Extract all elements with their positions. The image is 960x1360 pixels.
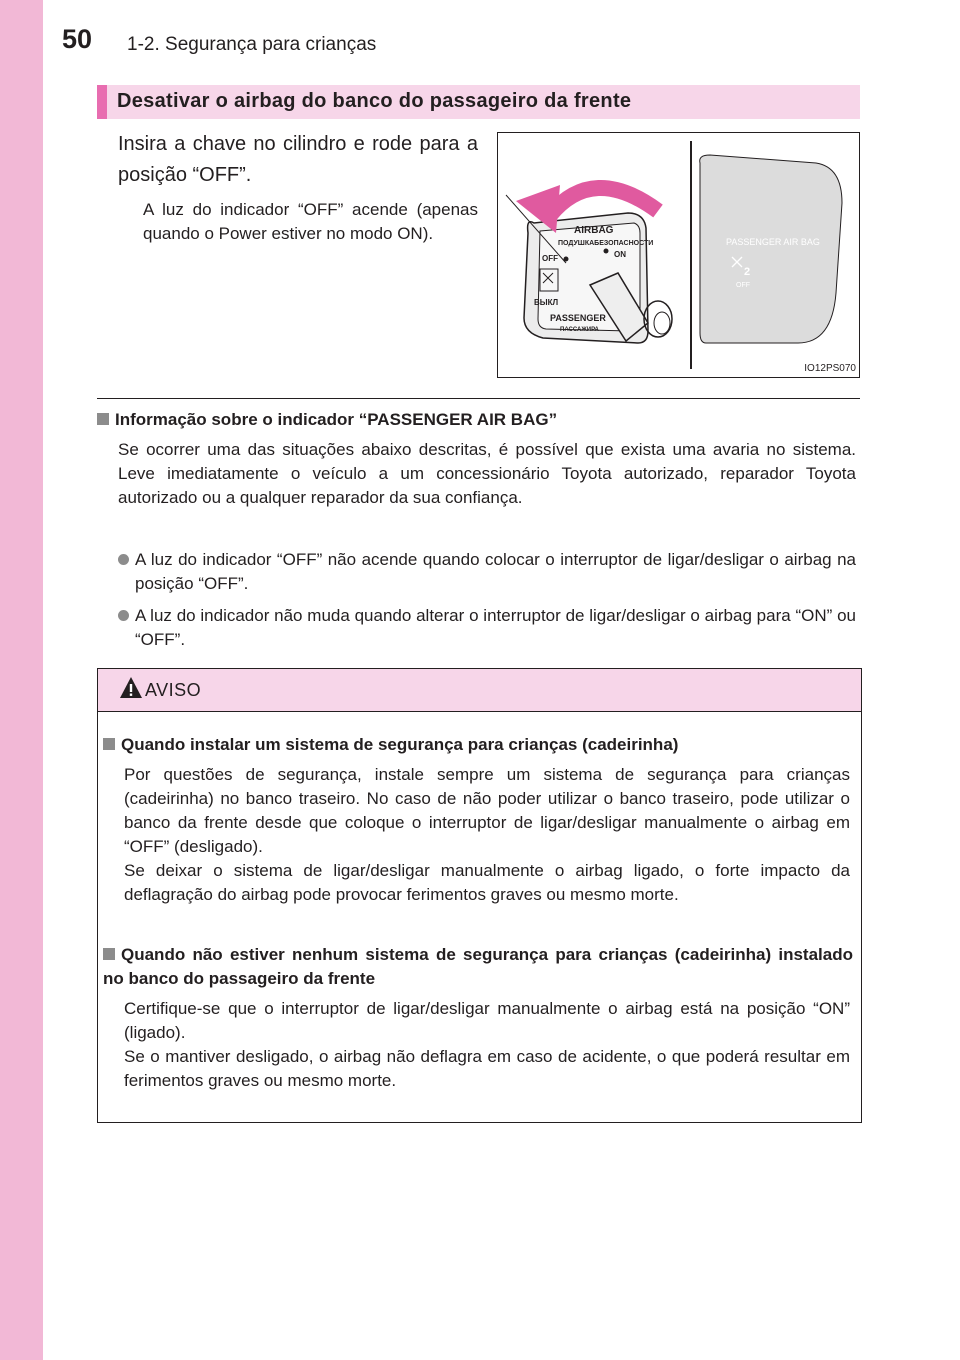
warning-paragraph: Se deixar o sistema de ligar/desligar manualmente o airbag ligado, o forte impacto da deflagração do airbag pode provocar ferimentos graves ou mesmo morte.	[124, 861, 850, 904]
warning-item-heading	[103, 943, 853, 991]
warning-paragraph: Certifique-se que o interruptor de ligar/desligar manualmente o airbag está na posição “ON” (ligado).	[124, 999, 850, 1042]
on-dot	[604, 249, 609, 254]
switch-label-passenger: PASSENGER	[550, 313, 606, 323]
info-heading-text: Informação sobre o indicador “PASSENGER AIR BAG”	[115, 410, 558, 429]
switch-label-off-ru: ВЫКЛ	[534, 298, 559, 307]
running-head: 1-2. Segurança para crianças	[127, 34, 377, 55]
indicator-title: PASSENGER AIR BAG	[726, 237, 820, 247]
step-note: A luz do indicador “OFF” acende (apenas quando o Power estiver no modo ON).	[143, 200, 478, 243]
warning-triangle-icon	[119, 676, 143, 700]
illustration-drawing	[498, 133, 859, 377]
indicator-panel	[700, 155, 842, 343]
info-intro: Se ocorrer uma das situações abaixo descritas, é possível que exista uma avaria no sistema. Leve imediatamente o veículo a um concessionário Toyota autorizado, reparador Toyota autorizado ou a qualquer reparador da sua confiança.	[118, 440, 856, 507]
section-header	[97, 85, 860, 119]
svg-text:2: 2	[744, 266, 751, 278]
warning-paragraph: Se o mantiver desligado, o airbag não deflagra em caso de acidente, o que poderá resultar em ferimentos graves ou mesmo morte.	[124, 1047, 850, 1090]
section-title: Desativar o airbag do banco do passageiro da frente	[117, 90, 632, 112]
page-edge-tab	[0, 0, 43, 1360]
page-number: 50	[62, 24, 93, 54]
switch-label-on: ON	[614, 250, 626, 259]
info-heading	[97, 410, 557, 430]
bullet-dot-icon	[118, 610, 129, 621]
switch-label-off: OFF	[542, 254, 558, 263]
switch-label-airbag: AIRBAG	[574, 225, 614, 236]
step-instruction: Insira a chave no cilindro e rode para a posição “OFF”.	[118, 133, 478, 186]
square-bullet-icon	[103, 738, 115, 750]
warning-item-heading-text: Quando instalar um sistema de segurança para crianças (cadeirinha)	[121, 735, 679, 754]
warning-item-body	[124, 763, 850, 907]
figure-code: IO12PS070	[804, 363, 856, 374]
off-dot	[564, 257, 569, 262]
warning-box	[97, 668, 862, 1123]
warning-header	[98, 669, 861, 712]
airbag-switch-illustration	[497, 132, 860, 378]
section-divider	[97, 398, 860, 399]
indicator-off-label: OFF	[736, 282, 750, 289]
warning-title: AVISO	[145, 680, 202, 700]
switch-label-passenger-ru: ПАССАЖИРА	[560, 327, 599, 333]
square-bullet-icon	[103, 948, 115, 960]
warning-item-heading	[103, 733, 853, 757]
warning-paragraph: Por questões de segurança, instale sempre um sistema de segurança para crianças (cadeirinha) no banco traseiro. No caso de não poder utilizar o banco traseiro, pode utilizar o banco da frente desde que coloque o interruptor de ligar/desligar manualmente o airbag em “OFF” (desligado).	[124, 765, 850, 856]
square-bullet-icon	[97, 413, 109, 425]
info-bullet-2: A luz do indicador não muda quando alterar o interruptor de ligar/desligar o airbag para “ON” ou “OFF”.	[135, 606, 856, 649]
warning-item-heading-text: Quando não estiver nenhum sistema de segurança para crianças (cadeirinha) instalado no banco do passageiro da frente	[103, 945, 853, 988]
bullet-dot-icon	[118, 554, 129, 565]
switch-label-airbag-ru: ПОДУШКАБЕЗОПАСНОСТИ	[558, 240, 654, 247]
info-bullet-1: A luz do indicador “OFF” não acende quando colocar o interruptor de ligar/desligar o airbag na posição “OFF”.	[135, 550, 856, 593]
warning-item-body	[124, 997, 850, 1093]
